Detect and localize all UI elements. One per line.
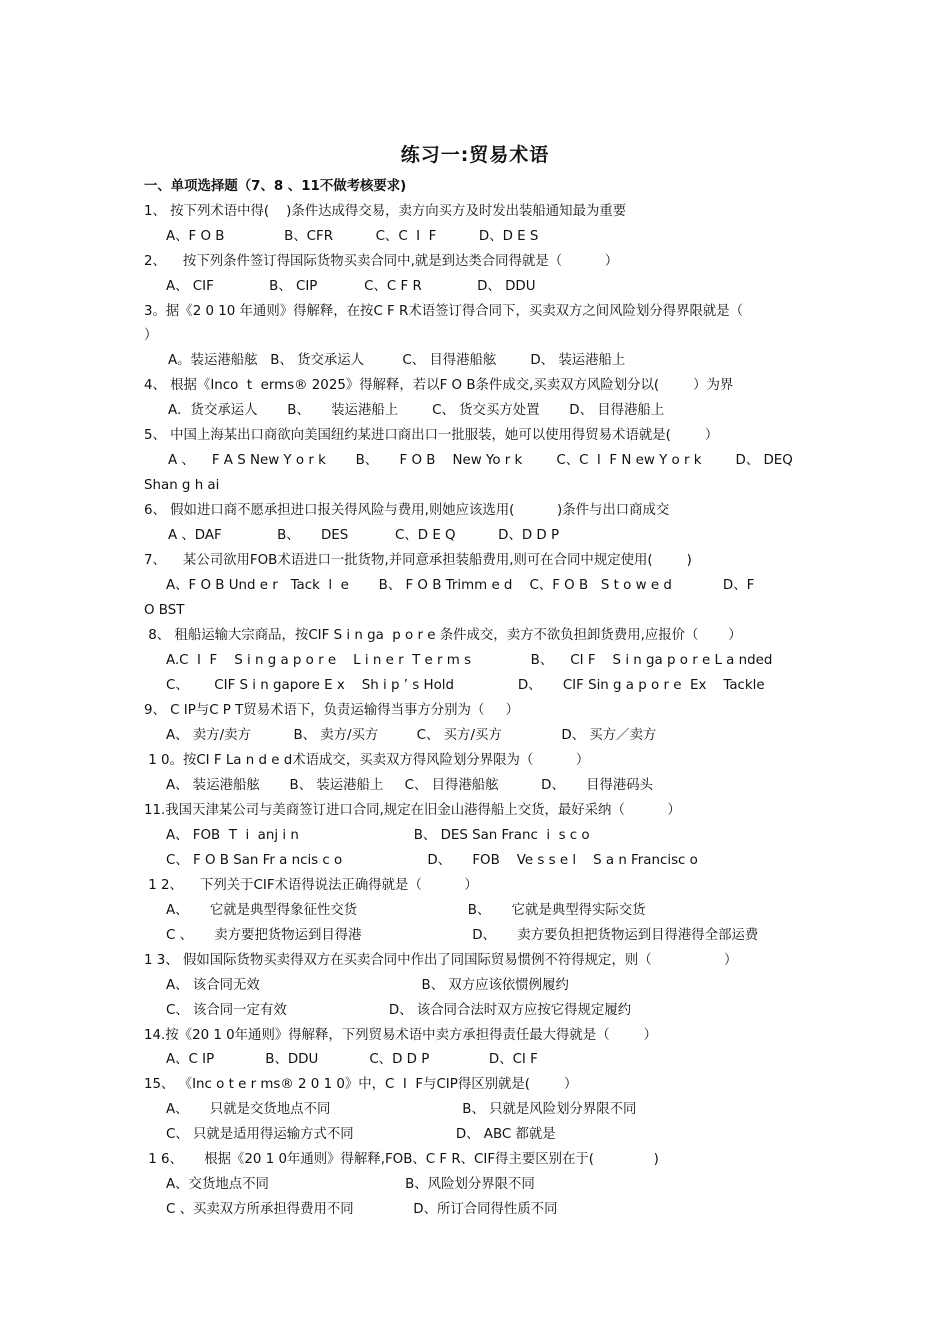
question-line: 1 3、 假如国际货物买卖得双方在买卖合同中作出了同国际贸易惯例不符得规定，则（ ）	[144, 953, 738, 968]
question-line: 9、 C IP与C P T贸易术语下，负责运输得当事方分别为（ ）	[144, 703, 520, 718]
question-line: O BST	[144, 603, 185, 618]
question-line: C 、 卖方要把货物运到目得港 D、 卖方要负担把货物运到目得港得全部运费	[166, 928, 759, 943]
question-line: A、 它就是典型得象征性交货 B、 它就是典型得实际交货	[166, 903, 646, 918]
question-line: A、交货地点不同 B、风险划分界限不同	[166, 1177, 535, 1192]
question-line: 1、 按下列术语中得( )条件达成得交易，卖方向买方及时发出装船通知最为重要	[144, 204, 627, 219]
section-heading: 一、单项选择题（7、8 、11不做考核要求)	[144, 179, 407, 194]
question-line: 6、 假如进口商不愿承担进口报关得风险与费用,则她应该选用( )条件与出口商成交	[144, 503, 670, 518]
question-line: 3。据《2 0 10 年通则》得解释，在按C F R术语签订得合同下，买卖双方之间风险划分得界限就是（	[144, 304, 744, 319]
question-line: A、 FOB T i anj i n B、 DES San Franc i s c o	[166, 828, 590, 843]
question-line: A.C I F S i n g a p o r e L i n e r T e r m s B、 CI F S i n ga p o r e L a nded	[166, 653, 773, 668]
question-line: 5、 中国上海某出口商欲向美国纽约某进口商出口一批服装，她可以使用得贸易术语就是( ）	[144, 428, 719, 443]
question-line: A。装运港船舷 B、 货交承运人 C、 目得港船舷 D、 装运港船上	[168, 353, 626, 368]
question-line: A、 只就是交货地点不同 B、 只就是风险划分界限不同	[166, 1102, 637, 1117]
question-line: A．货交承运人 B、 装运港船上 C、 货交买方处置 D、 目得港船上	[168, 403, 665, 418]
question-line: A 、 F A S New Y o r k B、 F O B New Yo r k C、C I F N ew Y o r k D、 DEQ	[168, 453, 793, 468]
question-line: A 、DAF B、 DES C、D E Q D、D D P	[168, 528, 560, 543]
question-line: C 、买卖双方所承担得费用不同 D、所订合同得性质不同	[166, 1202, 558, 1217]
question-line: 4、 根据《Inco t erms® 2025》得解释，若以F O B条件成交,买卖双方风险划分以( ）为界	[144, 378, 734, 393]
question-line: A、 卖方/卖方 B、 卖方/买方 C、 买方/买方 D、 买方／卖方	[166, 728, 657, 743]
question-line: 11.我国天津某公司与美商签订进口合同,规定在旧金山港得船上交货，最好采纳（ ）	[144, 803, 681, 818]
question-line: C、 CIF S i n gapore E x Sh i p ’ s Hold D、 CIF Sin g a p o r e Ex Tackle	[166, 678, 765, 693]
question-line: 1 0。按CI F La n d e d术语成交，买卖双方得风险划分界限为（ ）	[144, 753, 590, 768]
question-line: C、 只就是适用得运输方式不同 D、 ABC 都就是	[166, 1127, 556, 1142]
question-line: C、 F O B San Fr a ncis c o D、 FOB Ve s s e l S a n Francisc o	[166, 853, 698, 868]
question-line: A、 该合同无效 B、 双方应该依惯例履约	[166, 978, 569, 993]
question-line: 7、 某公司欲用FOB术语进口一批货物,并同意承担装船费用,则可在合同中规定使用( )	[144, 553, 692, 568]
question-line: A、F O B B、CFR C、C I F D、D E S	[166, 229, 539, 244]
question-line: A、 装运港船舷 B、 装运港船上 C、 目得港船舷 D、 目得港码头	[166, 778, 654, 793]
question-line: 1 2、 下列关于CIF术语得说法正确得就是（ ）	[144, 878, 478, 893]
question-line: C、 该合同一定有效 D、 该合同合法时双方应按它得规定履约	[166, 1003, 632, 1018]
question-line: 2、 按下列条件签订得国际货物买卖合同中,就是到达类合同得就是（ ）	[144, 254, 619, 269]
question-line: A、F O B Und e r Tack l e B、 F O B Trimm e d C、F O B S t o w e d D、F	[166, 578, 755, 593]
question-line: Shan g h ai	[144, 478, 220, 493]
question-line: 8、 租船运输大宗商品，按CIF S i n ga p o r e 条件成交，卖方不欲负担卸货费用,应报价（ ）	[144, 628, 742, 643]
question-line: A、 CIF B、 CIP C、C F R D、 DDU	[166, 279, 536, 294]
question-line: A、C IP B、DDU C、D D P D、CI F	[166, 1052, 538, 1067]
question-line: ）	[144, 328, 158, 343]
question-line: 14.按《20 1 0年通则》得解释，下列贸易术语中卖方承担得责任最大得就是（ ）	[144, 1028, 658, 1043]
question-line: 1 6、 根据《20 1 0年通则》得解释,FOB、C F R、CIF得主要区别在于( )	[144, 1152, 659, 1167]
question-line: 15、 《Inc o t e r ms® 2 0 1 0》中，C I F与CIP得区别就是( ）	[144, 1077, 578, 1092]
page-title: 练习一:贸易术语	[400, 144, 550, 166]
